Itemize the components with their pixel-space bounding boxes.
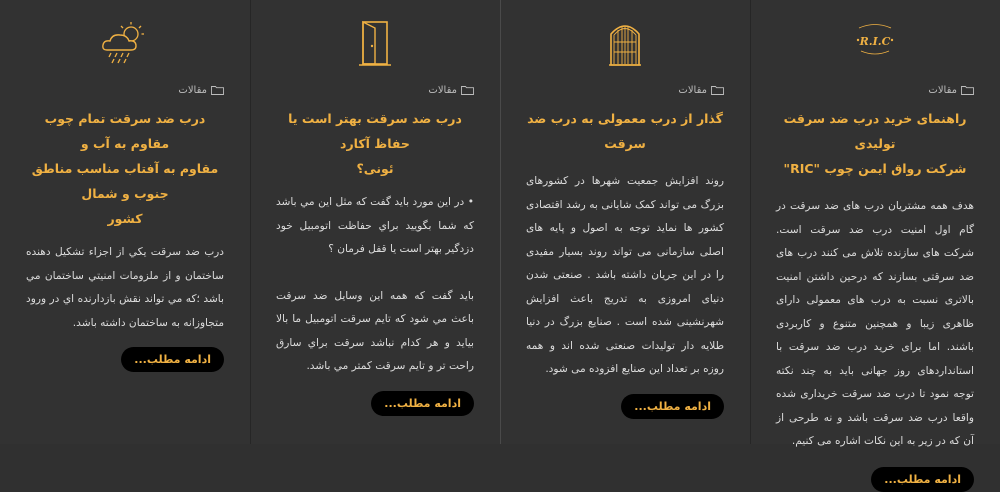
article-title[interactable]: [276, 106, 474, 181]
excerpt-paragraph: بايد گفت كه همه اين وسايل ضد سرقت باعث مي شود كه تايم سرقت اتومبيل ما بالا بيايد و هر كدام نباشد سرقت براي سارق راحت تر و تايم سرقت كمتر مي باشد.: [276, 289, 474, 372]
article-excerpt: [276, 191, 474, 379]
door-grille-icon: [608, 20, 642, 66]
article-title[interactable]: [26, 106, 224, 231]
excerpt-paragraph: هدف همه مشتریان درب های ضد سرقت در گام اول امنیت درب ضد سرقت است. شرکت های سازنده تلاش می کنند درب های ضد سرقتی بسازند که درحین داشتن امنیت بالاتری نسبت به درب های معمولی دارای ظاهری زیبا و همچنین متنوع و کاربردی باشند. اما برای خرید درب ضد سرقت با استانداردهای روز جهانی باید به چند نکته توجه نمود تا درب ضد سرقت خریداری شده واقعا درب ضد سرقت باشد و نه طرحی از آن که در زیر به این نکات اشاره می کنیم.: [776, 200, 974, 447]
read-more-button[interactable]: ادامه مطلب...: [621, 394, 724, 419]
ric-logo-icon: [853, 20, 897, 60]
category-label: مقالات: [178, 84, 207, 96]
title-line: درب ضد سرقت بهتر است یا حفاظ آکارد: [288, 111, 462, 151]
article-card-ric-guide: [750, 0, 1000, 486]
title-line: شرکت رواق ایمن چوب "RIC": [783, 161, 967, 176]
read-more-button[interactable]: ادامه مطلب...: [371, 391, 474, 416]
title-line: راهنمای خرید درب ضد سرقت تولیدی: [783, 111, 967, 151]
category-link[interactable]: [776, 82, 974, 98]
article-card-wooden-door: [0, 0, 250, 444]
excerpt-paragraph: • در این مورد بايد گفت كه مثل اين مي باشد كه شما بگوييد براي حفاظت اتومبيل خود دزدگير بهتر است يا قفل فرمان ؟: [276, 196, 474, 255]
logo-text: R.I.C: [859, 35, 891, 48]
article-title[interactable]: [526, 106, 724, 156]
category-label: مقالات: [428, 84, 457, 96]
article-excerpt: [776, 195, 974, 454]
article-title[interactable]: [776, 106, 974, 181]
excerpt-paragraph: روند افزایش جمعیت شهرها در کشورهای بزرگ می تواند کمک شایانی به رشد اقتصادی کشور ها نماید توجه به اصول و پایه های اصلی سازمانی می تواند روند بسیار مفیدی را در این جریان داشته باشد . صنعتی شدن دنیای امروزی به تدریج باعث افزایش شهرنشینی شده است . صنایع بزرگ در دنیا طلایه دار تولیدات صنعتی شده اند و همه روزه بر تعداد این صنایع افزوده می شود.: [526, 175, 724, 375]
title-line: درب ضد سرقت تمام چوب مقاوم به آب و: [44, 111, 206, 151]
title-line: مقاوم به آفتاب مناسب مناطق جنوب و شمال: [31, 161, 219, 201]
folder-icon: [711, 85, 724, 95]
article-excerpt: [26, 241, 224, 335]
category-link[interactable]: [26, 82, 224, 98]
category-label: مقالات: [678, 84, 707, 96]
folder-icon: [461, 85, 474, 95]
folder-icon: [211, 85, 224, 95]
title-line: کشور: [107, 211, 143, 226]
title-line: گذار از درب معمولی به درب ضد سرقت: [527, 111, 723, 151]
open-door-icon: [358, 20, 392, 66]
excerpt-paragraph: درب ضد سرقت يكي از اجزاء تشكيل دهنده ساختمان و از ملزومات امنيتي ساختمان مي باشد ؛كه مي تواند نقش بازدارنده اي در ورود متجاوزانه به ساختمان داشته باشد.: [26, 246, 224, 329]
article-excerpt: [526, 170, 724, 382]
category-link[interactable]: [276, 82, 474, 98]
weather-icon: [99, 20, 151, 64]
title-line: ئونی؟: [356, 161, 394, 176]
category-label: مقالات: [928, 84, 957, 96]
folder-icon: [961, 85, 974, 95]
read-more-button[interactable]: ادامه مطلب...: [121, 347, 224, 372]
category-link[interactable]: [526, 82, 724, 98]
article-card-door-transition: [500, 0, 750, 444]
article-card-door-vs-accordion: [250, 0, 500, 444]
read-more-button[interactable]: ادامه مطلب...: [871, 467, 974, 492]
